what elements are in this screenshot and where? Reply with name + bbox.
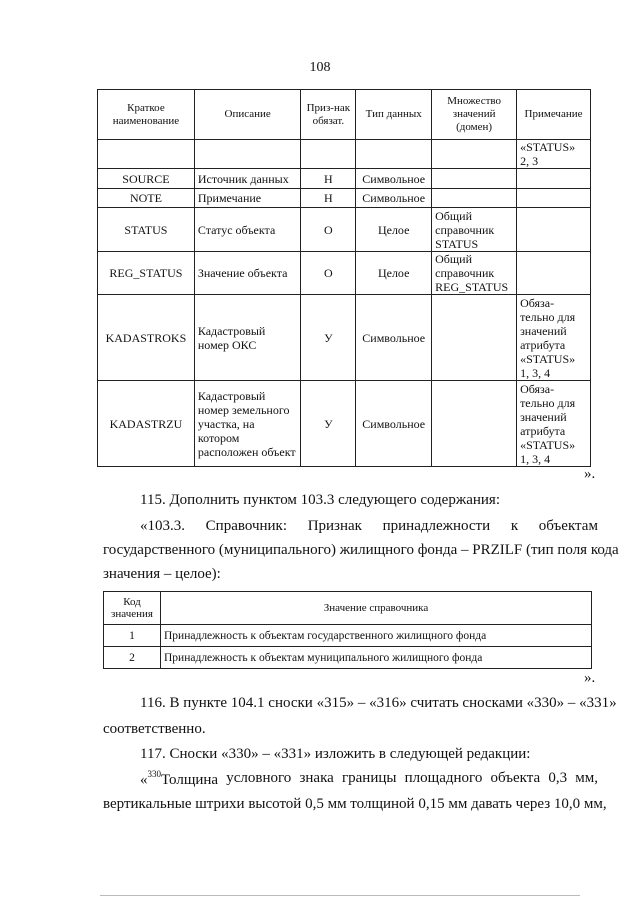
word: к: [510, 518, 519, 534]
header-code: Код значения: [104, 592, 161, 625]
cell-type: Целое: [356, 208, 432, 252]
page-bottom-edge: [100, 895, 580, 896]
header-value: Значение справочника: [161, 592, 592, 625]
footnote-330-line2: вертикальные штрихи высотой 0,5 мм толщиной 0,15 мм давать через 10,0 мм,: [103, 796, 607, 812]
word: мм,: [575, 770, 598, 786]
cell-name: [98, 140, 195, 169]
cell-required: Н: [301, 189, 356, 208]
cell-note: [517, 252, 591, 295]
cell-name: STATUS: [98, 208, 195, 252]
cell-type: Целое: [356, 252, 432, 295]
cell-description: Статус объекта: [194, 208, 301, 252]
table-header-row: [104, 592, 592, 625]
attributes-table: [97, 89, 591, 467]
paragraph-117: 117. Сноски «330» – «331» изложить в следующей редакции:: [140, 746, 531, 762]
header-data-type: Тип данных: [356, 90, 432, 140]
cell-domain: [432, 381, 517, 467]
reference-table: [103, 591, 592, 669]
cell-type: Символьное: [356, 189, 432, 208]
cell-description: [194, 140, 301, 169]
cell-value: Принадлежность к объектам государственного жилищного фонда: [161, 625, 592, 647]
word: Признак: [307, 518, 362, 534]
cell-required: Н: [301, 169, 356, 189]
cell-note: [517, 169, 591, 189]
cell-domain: Общий справочник REG_STATUS: [432, 252, 517, 295]
table-row: [98, 208, 591, 252]
word: Толщина: [161, 772, 219, 788]
cell-required: У: [301, 295, 356, 381]
cell-note: [517, 189, 591, 208]
paragraph-103-3-line3: значения – целое):: [103, 566, 221, 582]
table-row: [104, 625, 592, 647]
cell-name: SOURCE: [98, 169, 195, 189]
cell-note: Обяза-тельно для значений атрибута «STATUS» 1, 3, 4: [517, 295, 591, 381]
table-row: [98, 381, 591, 467]
cell-code: 1: [104, 625, 161, 647]
cell-domain: [432, 169, 517, 189]
cell-domain: [432, 295, 517, 381]
cell-required: У: [301, 381, 356, 467]
cell-domain: [432, 189, 517, 208]
cell-type: [356, 140, 432, 169]
paragraph-116-line1: 116. В пункте 104.1 сноски «315» – «316» считать сносками «330» – «331»: [140, 695, 617, 711]
cell-required: [301, 140, 356, 169]
table1-closing-quote: ».: [584, 466, 596, 482]
cell-description: Кадастровый номер земельного участка, на котором расположен объект: [194, 381, 301, 467]
word: границы: [342, 770, 397, 786]
cell-type: Символьное: [356, 169, 432, 189]
footnote-marker: [140, 770, 218, 789]
header-domain: Множество значений (домен): [432, 90, 517, 140]
cell-type: Символьное: [356, 381, 432, 467]
table-row: [98, 140, 591, 169]
word: 0,3: [548, 770, 568, 786]
table2-closing-quote: ».: [584, 670, 596, 686]
word: знака: [299, 770, 334, 786]
cell-description: Источник данных: [194, 169, 301, 189]
cell-domain: [432, 140, 517, 169]
cell-type: Символьное: [356, 295, 432, 381]
table-row: [98, 189, 591, 208]
cell-domain: Общий справочник STATUS: [432, 208, 517, 252]
paragraph-103-3-line1: [140, 518, 598, 535]
cell-value: Принадлежность к объектам муниципального жилищного фонда: [161, 647, 592, 669]
header-short-name: Краткое наименование: [98, 90, 195, 140]
table-row: [98, 252, 591, 295]
header-required: Приз-нак обязат.: [301, 90, 356, 140]
header-description: Описание: [194, 90, 301, 140]
table-row: [98, 169, 591, 189]
paragraph-103-3-line2: государственного (муниципального) жилищного фонда – PRZILF (тип поля кода: [103, 542, 619, 558]
cell-description: Кадастровый номер ОКС: [194, 295, 301, 381]
cell-note: Обяза-тельно для значений атрибута «STATUS» 1, 3, 4: [517, 381, 591, 467]
word: объекта: [490, 770, 541, 786]
table-header-row: [98, 90, 591, 140]
paragraph-116-line2: соответственно.: [103, 721, 206, 737]
cell-note: «STATUS» 2, 3: [517, 140, 591, 169]
word: принадлежности: [382, 518, 491, 534]
cell-description: Примечание: [194, 189, 301, 208]
word: площадного: [404, 770, 483, 786]
cell-name: NOTE: [98, 189, 195, 208]
header-note: Примечание: [517, 90, 591, 140]
cell-description: Значение объекта: [194, 252, 301, 295]
cell-code: 2: [104, 647, 161, 669]
word: «103.3.: [140, 518, 185, 534]
paragraph-115: 115. Дополнить пунктом 103.3 следующего содержания:: [140, 492, 500, 508]
cell-name: REG_STATUS: [98, 252, 195, 295]
table-row: [104, 647, 592, 669]
word: условного: [226, 770, 292, 786]
cell-note: [517, 208, 591, 252]
page-number: 108: [309, 60, 331, 75]
cell-required: О: [301, 208, 356, 252]
cell-required: О: [301, 252, 356, 295]
footnote-number: 330: [147, 769, 161, 779]
cell-name: KADASTRZU: [98, 381, 195, 467]
open-quote: «: [140, 772, 148, 788]
word: объектам: [538, 518, 598, 534]
cell-name: KADASTROKS: [98, 295, 195, 381]
table-row: [98, 295, 591, 381]
footnote-330-line1: [140, 770, 598, 789]
word: Справочник:: [205, 518, 288, 534]
